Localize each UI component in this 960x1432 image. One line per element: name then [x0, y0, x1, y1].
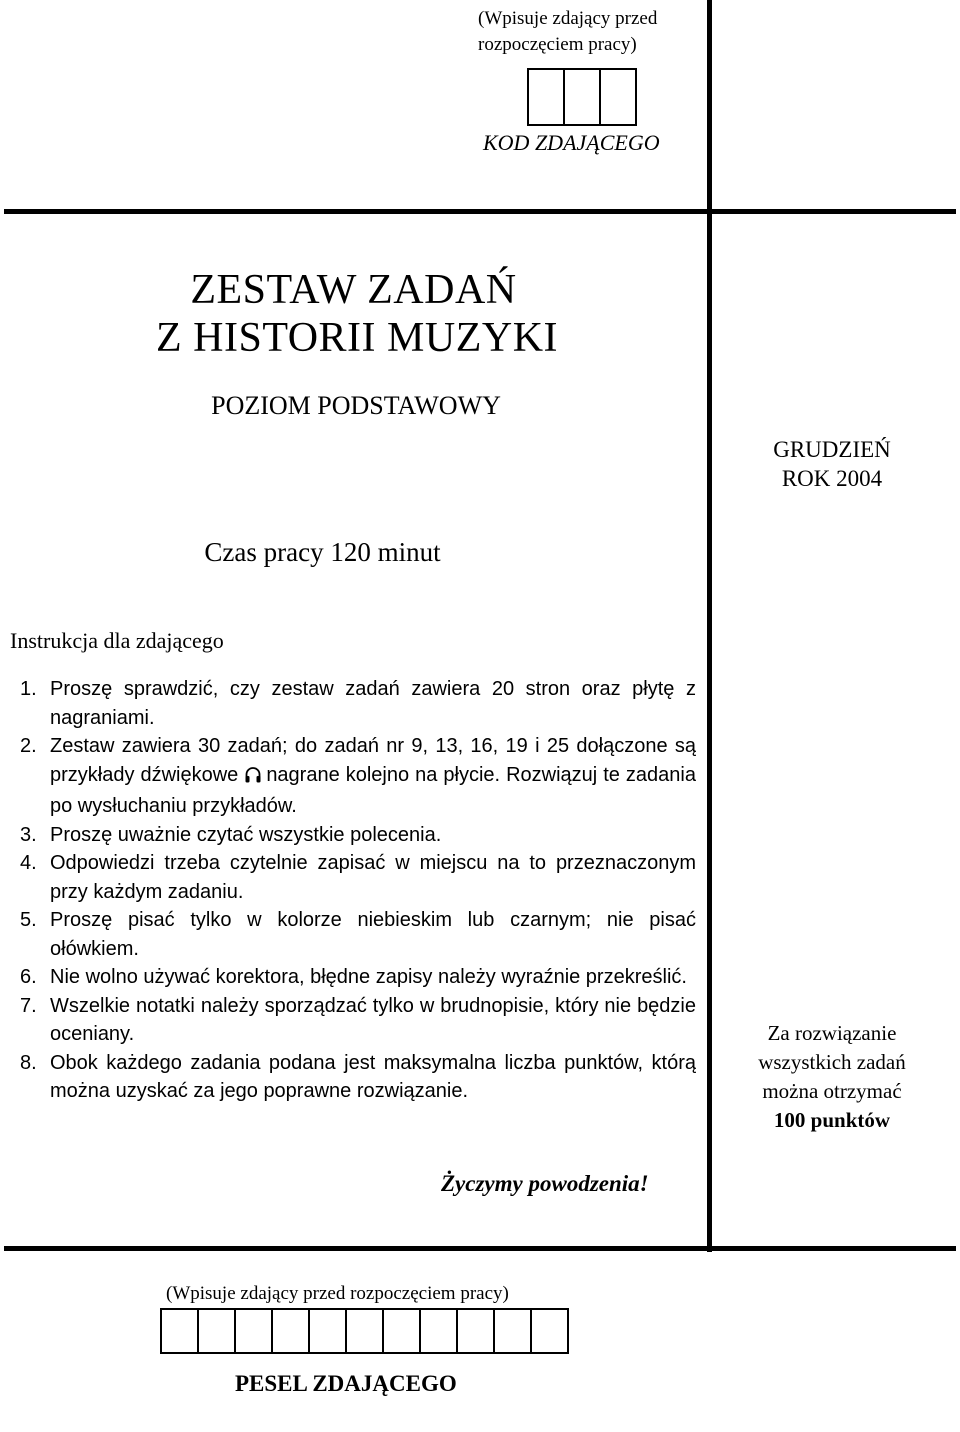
pesel-digit-box[interactable] [271, 1308, 310, 1354]
pesel-label: PESEL ZDAJĄCEGO [235, 1371, 457, 1396]
page-title-line1: ZESTAW ZADAŃ [190, 267, 517, 313]
pesel-digit-box[interactable] [530, 1308, 569, 1354]
pesel-digit-box[interactable] [382, 1308, 421, 1354]
exam-month: GRUDZIEŃ [773, 437, 891, 462]
instruction-item: 7. Wszelkie notatki należy sporządzać tylko w brudnopisie, który nie będzie oceniany. [20, 994, 696, 1045]
code-digit-box[interactable] [527, 68, 565, 126]
instruction-item: 6. Nie wolno używać korektora, błędne zapisy należy wyraźnie przekreślić. [20, 966, 687, 988]
time-limit: Czas pracy 120 minut [204, 537, 441, 567]
code-note: (Wpisuje zdający przed rozpoczęciem pracy) [478, 8, 658, 55]
instructions-heading: Instrukcja dla zdającego [10, 628, 224, 653]
top-divider [4, 209, 956, 214]
page-title-line2: Z HISTORII MUZYKI [155, 315, 559, 361]
code-digit-box[interactable] [563, 68, 601, 126]
exam-year: ROK 2004 [781, 466, 883, 491]
instruction-item: 3. Proszę uważnie czytać wszystkie polecenia. [20, 823, 442, 846]
pesel-digit-box[interactable] [345, 1308, 384, 1354]
instruction-item: 4. Odpowiedzi trzeba czytelnie zapisać w miejscu na to przeznaczonym przy każdym zadaniu. [20, 852, 696, 903]
code-digit-box[interactable] [599, 68, 637, 126]
headphones-icon [244, 764, 262, 793]
pesel-note: (Wpisuje zdający przed rozpoczęciem pracy) [166, 1283, 509, 1304]
pesel-digit-box[interactable] [419, 1308, 458, 1354]
level-subtitle: POZIOM PODSTAWOWY [211, 391, 501, 420]
code-input-boxes [527, 68, 635, 126]
points-total: 100 punktów [773, 1108, 891, 1132]
pesel-digit-box[interactable] [160, 1308, 199, 1354]
pesel-input-boxes [160, 1308, 567, 1354]
good-luck-message: Życzymy powodzenia! [441, 1171, 649, 1196]
pesel-digit-box[interactable] [234, 1308, 273, 1354]
bottom-divider [4, 1246, 956, 1251]
instructions-list [20, 675, 696, 1106]
instruction-item: 8. Obok każdego zadania podana jest maksymalna liczba punktów, którą można uzyskać za jego poprawne rozwiązanie. [20, 1051, 696, 1102]
instruction-item: 2. Zestaw zawiera 30 zadań; do zadań nr 9, 13, 16, 19 i 25 dołączone są przykłady dźwiękowe nagrane kolejno na płycie. Rozwiązuj te zadania po wysłuchaniu przykładów. [20, 735, 696, 817]
pesel-digit-box[interactable] [308, 1308, 347, 1354]
instruction-item: 1. Proszę sprawdzić, czy zestaw zadań zawiera 20 stron oraz płytę z nagraniami. [20, 678, 696, 729]
code-label: KOD ZDAJĄCEGO [483, 130, 660, 155]
pesel-digit-box[interactable] [456, 1308, 495, 1354]
points-info: Za rozwiązanie wszystkich zadań można otrzymać 100 punktów [758, 1021, 906, 1132]
instruction-item: 5. Proszę pisać tylko w kolorze niebieskim lub czarnym; nie pisać ołówkiem. [20, 909, 696, 960]
pesel-digit-box[interactable] [493, 1308, 532, 1354]
pesel-digit-box[interactable] [197, 1308, 236, 1354]
